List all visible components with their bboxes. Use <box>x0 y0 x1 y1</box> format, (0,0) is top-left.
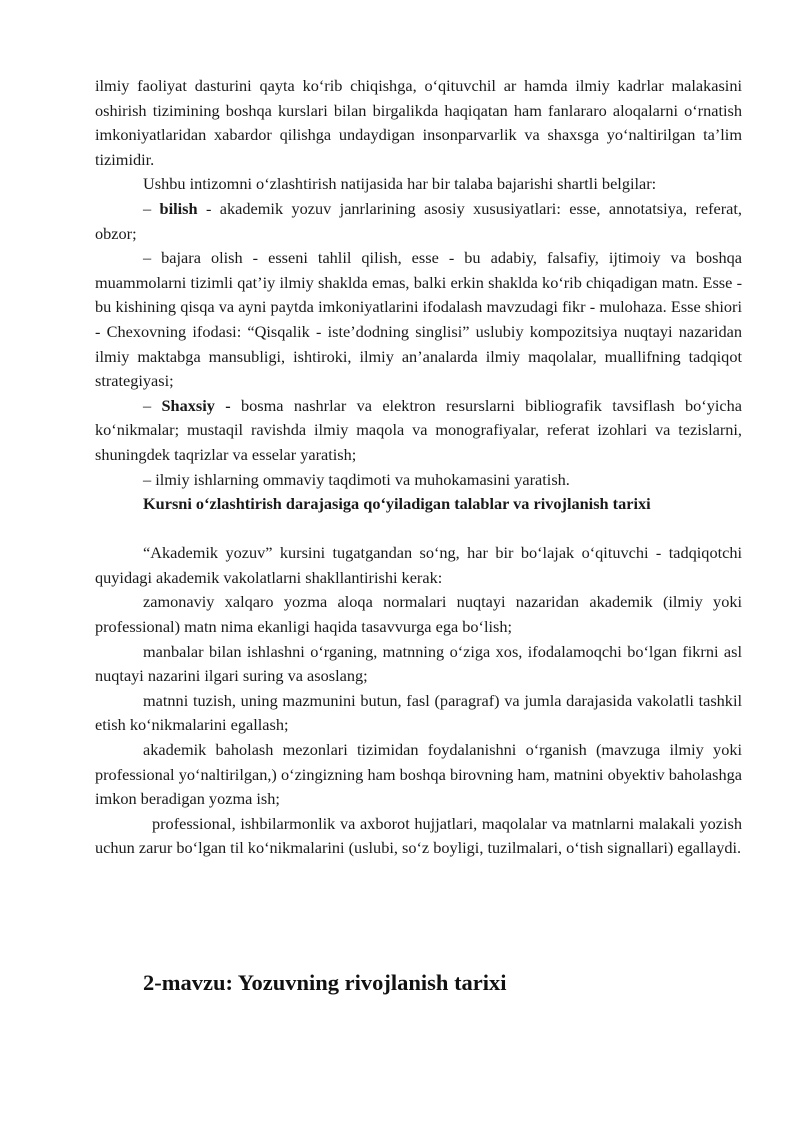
term-shaxsiy: Shaxsiy - <box>161 395 231 415</box>
paragraph-akademik-yozuv: “Akademik yozuv” kursini tugatgandan soʻng, har bir boʻlajak oʻqituvchi - tadqiqotchi quyidagi akademik vakolatlarni shakllantirishi kerak: <box>95 543 742 587</box>
paragraph-shaxsiy <box>95 394 742 468</box>
section-heading: Kursni oʻzlashtirish darajasiga qoʻyiladigan talablar va rivojlanish tarixi <box>143 494 651 514</box>
paragraph-professional: professional, ishbilarmonlik va axborot hujjatlari, maqolalar va matnlarni malakali yozish uchun zarur boʻlgan til koʻnikmalarini (uslubi, soʻz boyligi, tuzilmalari, oʻtish signallari) egallaydi. <box>95 813 742 858</box>
dash: – <box>143 198 160 218</box>
paragraph-bilish <box>95 197 742 246</box>
paragraph-matnni-tuzish: matnni tuzish, uning mazmunini butun, fasl (paragraf) va jumla darajasida vakolatli tashkil etish koʻnikmalarini egallash; <box>95 690 742 735</box>
paragraph-2: Ushbu intizomni oʻzlashtirish natijasida har bir talaba bajarishi shartli belgilar: <box>143 174 657 194</box>
dash: – <box>143 395 162 415</box>
term-bilish: bilish <box>159 198 198 218</box>
paragraph-zamonaviy: zamonaviy xalqaro yozma aloqa normalari nuqtayi nazaridan akademik (ilmiy yoki professional) matn nima ekanligi haqida tasavvurga ega boʻlish; <box>95 592 742 637</box>
blank-line <box>95 517 742 542</box>
document-body <box>95 74 742 861</box>
paragraph-bilish-text: - akademik yozuv janrlarining asosiy xususiyatlari: esse, annotatsiya, referat, obzor; <box>95 198 742 243</box>
paragraph-1: ilmiy faoliyat dasturini qayta koʻrib chiqishga, oʻqituvchil ar hamda ilmiy kadrlar malakasini oshirish tizimining boshqa kurslari bilan birgalikda haqiqatan ham fanlararo aloqalarni oʻrnatish imkoniyatlaridan xabardor qilishga undaydigan insonparvarlik va shaxsga yoʻnaltirilgan taʼlim tizimidir. <box>95 76 742 169</box>
chapter-title: 2-mavzu: Yozuvning rivojlanish tarixi <box>143 970 507 995</box>
paragraph-shaxsiy-text: bosma nashrlar va elektron resurslarni bibliografik tavsiflash boʻyicha koʻnikmalar; mustaqil ravishda ilmiy maqola va monografiyalar, referat izohlari va tezislarni, shuningdek taqrizlar va esselar yaratish; <box>95 395 742 464</box>
paragraph-manbalar: manbalar bilan ishlashni oʻrganing, matnning oʻziga xos, ifodalamoqchi boʻlgan fikrni asl nuqtayi nazarini ilgari suring va asoslang; <box>95 641 742 686</box>
paragraph-bajara-olish: – bajara olish - esseni tahlil qilish, esse - bu adabiy, falsafiy, ijtimoiy va boshqa muammolarni tizimli qat’iy ilmiy shaklda emas, balki erkin shaklda koʻrib chiqadigan matn. Esse - bu kishining qisqa va ayni paytda imkoniyatlarini ifodalash mavzudagi fikr - mulohaza. Esse shiori - Chexovning ifodasi: “Qisqalik - iste’dodning singlisi” uslubiy kompozitsiya nuqtayi nazaridan ilmiy maktabga mansubligi, ishtiroki, ilmiy an’analarda ilmiy maqolalar, muallifning tadqiqot strategiyasi; <box>95 248 742 391</box>
paragraph-akademik-baholash: akademik baholash mezonlari tizimidan foydalanishni oʻrganish (mavzuga ilmiy yoki professional yoʻnaltirilgan,) oʻzingizning ham boshqa birovning ham, matnini obyektiv baholashga imkon beradigan yozma ish; <box>95 740 742 809</box>
paragraph-ommaviy: – ilmiy ishlarning ommaviy taqdimoti va muhokamasini yaratish. <box>143 469 570 489</box>
